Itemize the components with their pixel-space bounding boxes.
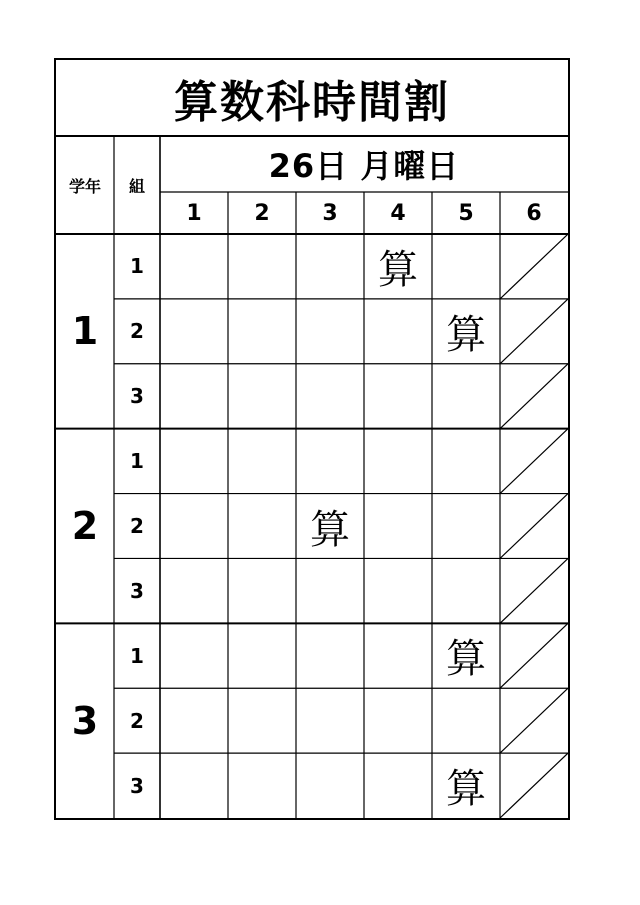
- timetable-cell: [228, 494, 296, 559]
- period-header-2: 2: [254, 200, 270, 226]
- timetable-cell: [500, 688, 568, 753]
- timetable-cell: [228, 364, 296, 429]
- timetable-cell: [160, 429, 228, 494]
- timetable-cell: [364, 753, 432, 818]
- timetable-cell: [296, 753, 364, 818]
- timetable-cell: [364, 688, 432, 753]
- period-header-6: 6: [526, 200, 542, 226]
- timetable-cell: [296, 234, 364, 299]
- page-title: 算数科時間割: [174, 77, 450, 128]
- timetable-cell: [432, 494, 500, 559]
- class-column-header: 組: [128, 176, 145, 196]
- timetable-cell: [500, 429, 568, 494]
- timetable-cell: [432, 234, 500, 299]
- timetable-cell: [228, 558, 296, 623]
- timetable-cell: [364, 429, 432, 494]
- timetable-cell: [364, 494, 432, 559]
- grade-label: 1: [71, 309, 99, 354]
- period-header-1: 1: [186, 200, 202, 226]
- timetable-cell: [160, 558, 228, 623]
- timetable-cell: [432, 688, 500, 753]
- timetable-cell: [500, 364, 568, 429]
- class-label: 1: [130, 254, 144, 279]
- period-header-3: 3: [322, 200, 338, 226]
- timetable-cell: [500, 558, 568, 623]
- timetable-cell: [500, 299, 568, 364]
- timetable-cell: [160, 234, 228, 299]
- timetable-cell: [228, 623, 296, 688]
- timetable-cell: [228, 299, 296, 364]
- class-label: 2: [130, 513, 144, 538]
- class-label: 3: [130, 773, 144, 798]
- timetable-cell: [296, 429, 364, 494]
- class-label: 2: [130, 708, 144, 733]
- timetable-cell: [228, 234, 296, 299]
- timetable-cell: [228, 753, 296, 818]
- timetable-cell: 算: [446, 311, 486, 358]
- timetable-sheet: [54, 58, 570, 820]
- timetable-cell: [228, 429, 296, 494]
- timetable-cell: [432, 429, 500, 494]
- timetable-cell: [432, 558, 500, 623]
- timetable-cell: [364, 299, 432, 364]
- class-label: 3: [130, 384, 144, 409]
- timetable-cell: [160, 623, 228, 688]
- date-header: 26日 月曜日: [268, 147, 460, 185]
- timetable-cell: [296, 299, 364, 364]
- timetable-cell: [364, 623, 432, 688]
- grade-label: 2: [71, 503, 99, 548]
- timetable-cell: [500, 234, 568, 299]
- class-label: 3: [130, 578, 144, 603]
- timetable-cell: 算: [310, 506, 350, 553]
- timetable-cell: 算: [378, 247, 418, 293]
- timetable-cell: 算: [446, 636, 486, 683]
- timetable-cell: [228, 688, 296, 753]
- timetable-cell: [160, 688, 228, 753]
- timetable-cell: 算: [446, 766, 486, 813]
- timetable-cell: [160, 299, 228, 364]
- timetable-cell: [296, 364, 364, 429]
- grade-column-header: 学年: [68, 176, 101, 196]
- timetable-cell: [160, 494, 228, 559]
- timetable-cell: [500, 494, 568, 559]
- timetable-cell: [432, 364, 500, 429]
- timetable-cell: [296, 623, 364, 688]
- timetable-cell: [296, 688, 364, 753]
- timetable-cell: [500, 753, 568, 818]
- class-label: 2: [130, 319, 144, 344]
- period-header-4: 4: [390, 200, 406, 226]
- timetable-cell: [296, 558, 364, 623]
- grade-label: 3: [71, 698, 99, 743]
- timetable-cell: [160, 364, 228, 429]
- timetable-cell: [364, 558, 432, 623]
- timetable-cell: [364, 364, 432, 429]
- timetable-cell: [500, 623, 568, 688]
- class-label: 1: [130, 449, 144, 474]
- timetable-cell: [160, 753, 228, 818]
- class-label: 1: [130, 643, 144, 668]
- period-header-5: 5: [458, 200, 474, 226]
